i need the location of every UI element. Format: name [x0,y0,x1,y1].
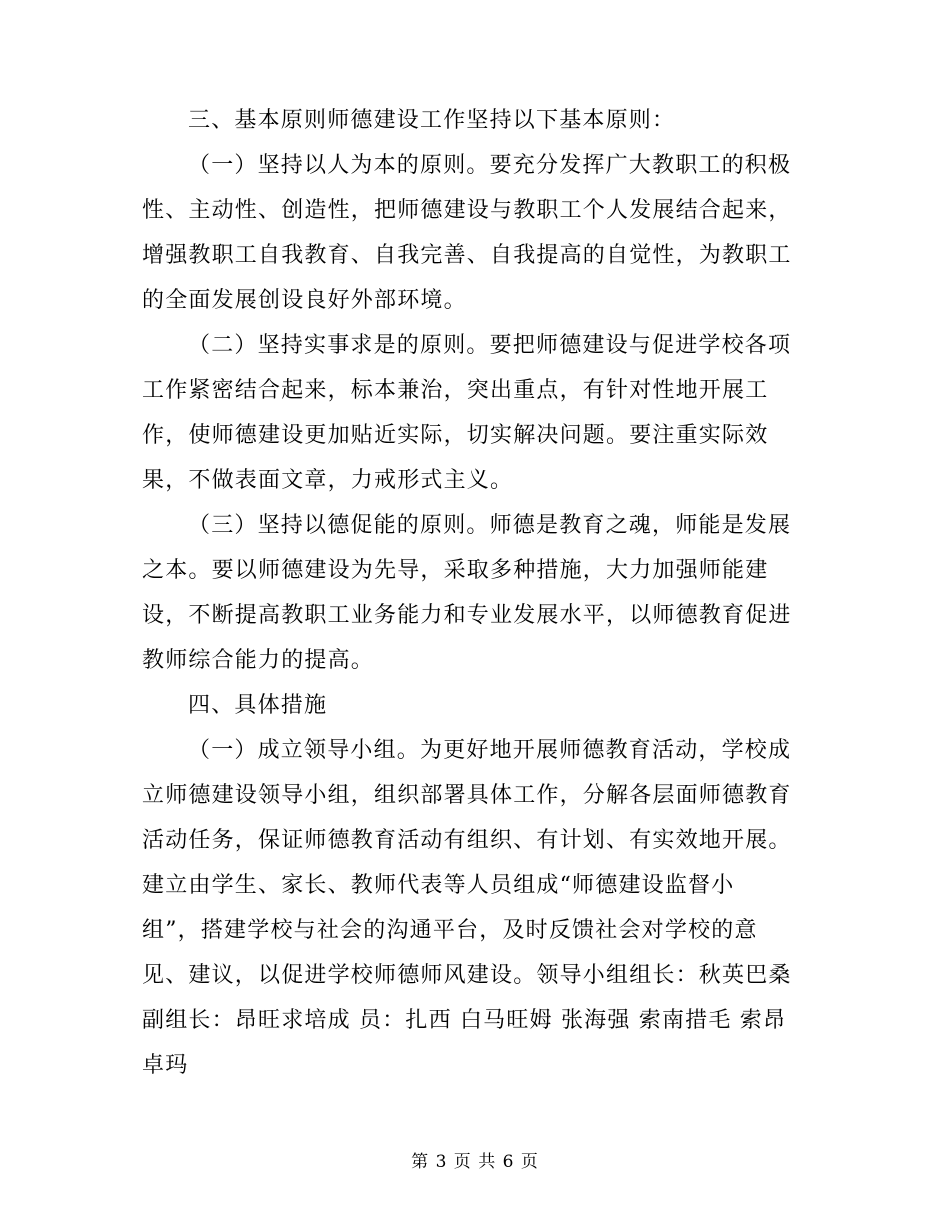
text-line: 建立由学生、家长、教师代表等人员组成“师德建设监督小 [142,873,735,898]
text-line: 性、主动性、创造性，把师德建设与教职工个人发展结合起来， [142,198,792,223]
text-line: 卓玛 [142,1053,189,1078]
text-line: 活动任务，保证师德教育活动有组织、有计划、有实效地开展。 [142,828,792,853]
text-line: 教师综合能力的提高。 [142,648,375,673]
text-line: （一）坚持以人为本的原则。要充分发挥广大教职工的积极 [188,153,792,178]
text-line: （三）坚持以德促能的原则。师德是教育之魂，师能是发展 [188,513,792,538]
text-line: 工作紧密结合起来，标本兼治，突出重点，有针对性地开展工 [142,378,769,403]
text-line: 作，使师德建设更加贴近实际，切实解决问题。要注重实际效 [142,423,769,448]
text-line: 增强教职工自我教育、自我完善、自我提高的自觉性，为教职工 [142,243,792,268]
text-line: 见、建议，以促进学校师德师风建设。领导小组组长：秋英巴桑 [142,963,792,988]
text-line: 之本。要以师德建设为先导，采取多种措施，大力加强师能建 [142,558,769,583]
page-number-footer: 第 3 页 共 6 页 [411,1152,539,1172]
text-line: 副组长：昂旺求培成 员：扎西 白马旺姆 张海强 索南措毛 索昂 [142,1008,787,1033]
text-line: 的全面发展创设良好外部环境。 [142,288,467,313]
text-line: 三、基本原则师德建设工作坚持以下基本原则： [188,108,676,133]
section-heading: 四、具体措施 [188,693,328,718]
text-line: （一）成立领导小组。为更好地开展师德教育活动，学校成 [188,738,792,763]
text-line: 果，不做表面文章，力戒形式主义。 [142,468,514,493]
text-line: （二）坚持实事求是的原则。要把师德建设与促进学校各项 [188,333,792,358]
text-line: 组”，搭建学校与社会的沟通平台，及时反馈社会对学校的意 [142,918,758,943]
text-line: 立师德建设领导小组，组织部署具体工作，分解各层面师德教育 [142,783,792,808]
text-line: 设，不断提高教职工业务能力和专业发展水平，以师德教育促进 [142,603,792,628]
